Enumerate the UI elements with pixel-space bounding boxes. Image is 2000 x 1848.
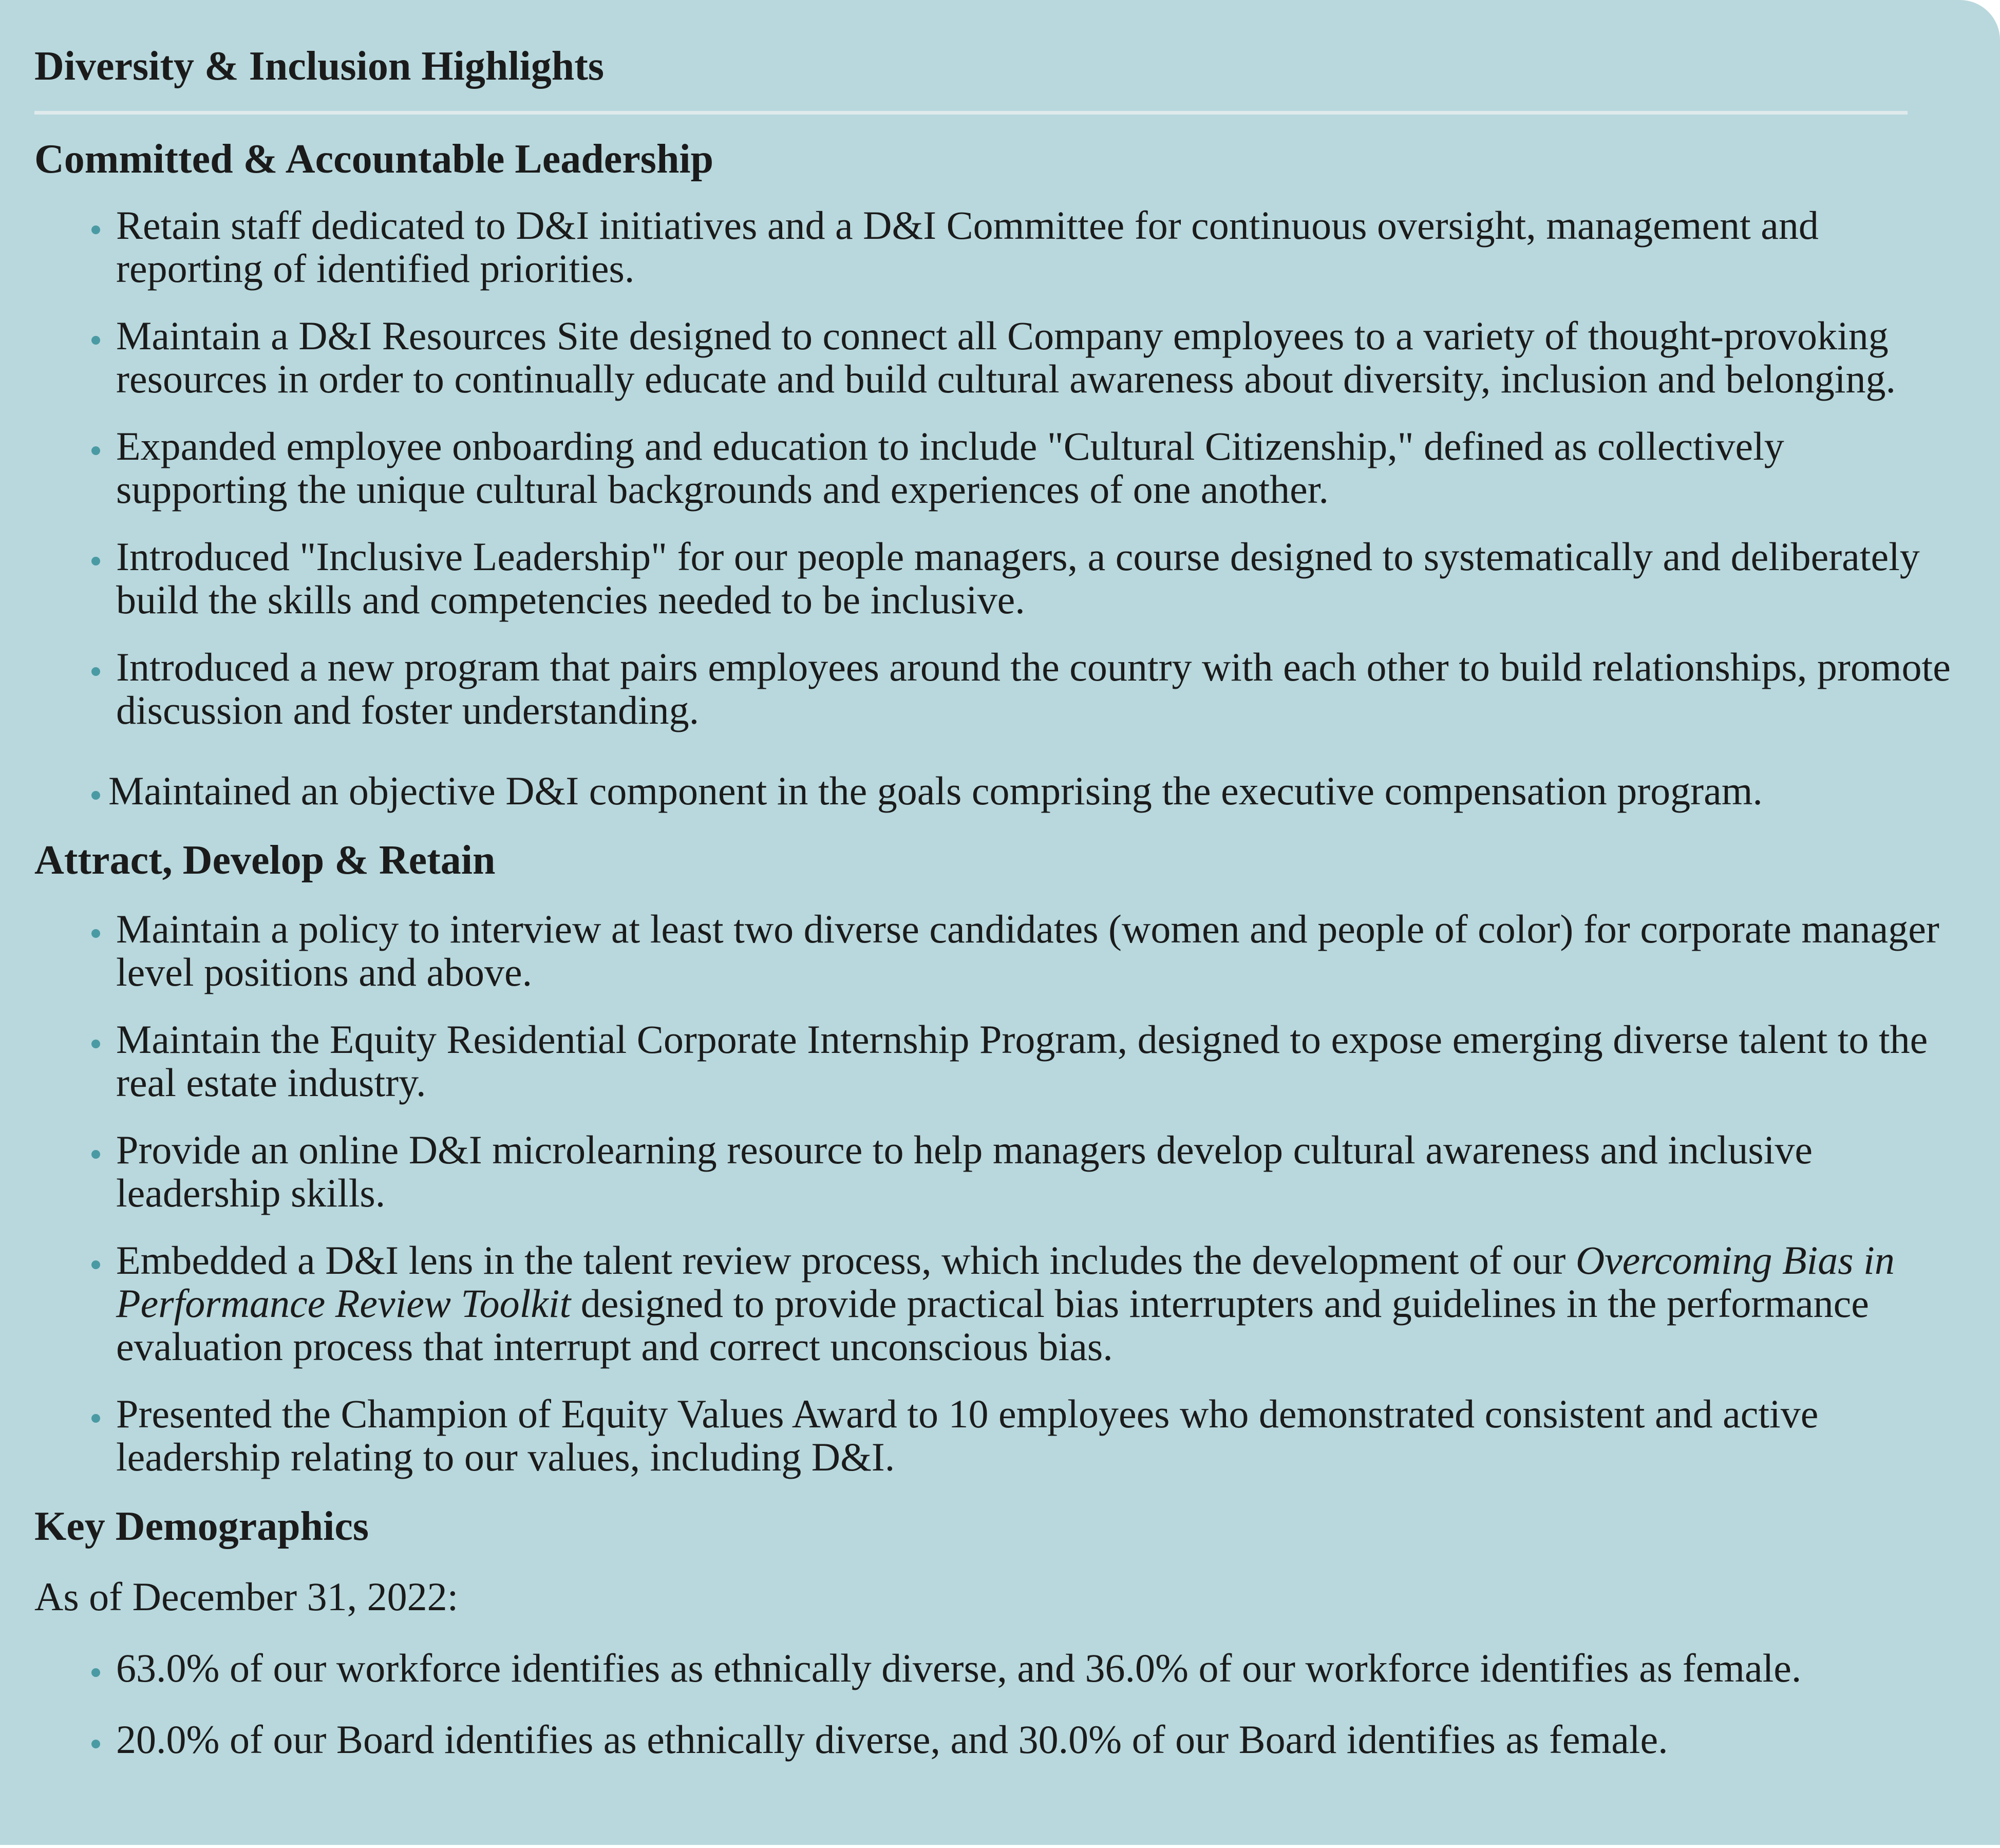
bullet-text-before: Embedded a D&I lens in the talent review process, which includes the development of our [116, 1238, 1576, 1283]
section-key-demographics [34, 1503, 2000, 1761]
section-attract-develop-retain [34, 837, 2000, 1479]
section-heading: Key Demographics [34, 1504, 369, 1549]
bullet-item [34, 1018, 1952, 1104]
bullet-list [34, 1647, 1952, 1761]
bullet-item [34, 1647, 1952, 1690]
bullet-text-after: designed to provide practical bias interrupters and guidelines in the performance evaluation process that interrupt and correct unconscious bias. [116, 1281, 1869, 1369]
section-heading: Attract, Develop & Retain [34, 838, 496, 883]
bullet-dot [91, 1150, 100, 1159]
bullet-dot [91, 1260, 100, 1269]
bullet-dot [91, 667, 100, 676]
bullet-text: Maintain a D&I Resources Site designed to connect all Company employees to a variety of thought-provoking resources in order to continually educate and build cultural awareness about diversity, inclusion and belonging. [116, 313, 1896, 401]
bullet-dot [91, 791, 100, 800]
bullet-item [34, 908, 1952, 994]
bullet-dot [91, 446, 100, 455]
bullet-item [34, 1239, 1952, 1368]
bullet-text: 20.0% of our Board identifies as ethnically diverse, and 30.0% of our Board identifies as female. [116, 1717, 1668, 1762]
bullet-dot [91, 1668, 100, 1677]
bullet-item [34, 535, 1952, 621]
bullet-text: Retain staff dedicated to D&I initiatives and a D&I Committee for continuous oversight, management and reporting of identified priorities. [116, 203, 1819, 291]
bullet-dot [91, 336, 100, 345]
bullet-text: Expanded employee onboarding and education to include "Cultural Citizenship," defined as collectively supporting the unique cultural backgrounds and experiences of one another. [116, 424, 1784, 512]
bullet-item [34, 425, 1952, 511]
title-divider [34, 111, 1908, 115]
bullet-text: Provide an online D&I microlearning resource to help managers develop cultural awareness and inclusive leadership skills. [116, 1127, 1813, 1215]
toolkit-title: Overcoming Bias in Performance Review Toolkit [116, 1238, 1895, 1326]
bullet-dot [91, 929, 100, 938]
section-heading: Committed & Accountable Leadership [34, 137, 714, 182]
bullet-item [34, 1392, 1952, 1479]
bullet-text: Maintain a policy to interview at least two diverse candidates (women and people of color) for corporate manager level positions and above. [116, 907, 1939, 994]
bullet-dot [91, 225, 100, 234]
demographics-date: As of December 31, 2022: [34, 1574, 459, 1619]
bullet-text: Presented the Champion of Equity Values Award to 10 employees who demonstrated consistent and active leadership relating to our values, including D&I. [116, 1391, 1819, 1479]
bullet-list [34, 204, 1952, 813]
bullet-dot [91, 1414, 100, 1423]
bullet-text: Maintain the Equity Residential Corporate Internship Program, designed to expose emerging diverse talent to the real estate industry. [116, 1017, 1928, 1105]
bullet-dot [91, 1040, 100, 1048]
bullet-text: Maintained an objective D&I component in the goals comprising the executive compensation program. [108, 768, 1763, 813]
bullet-text: 63.0% of our workforce identifies as ethnically diverse, and 36.0% of our workforce identifies as female. [116, 1646, 1802, 1690]
section-committed-leadership [34, 136, 2000, 813]
bullet-item [34, 769, 1952, 813]
bullet-item [34, 646, 1952, 732]
bullet-text: Introduced "Inclusive Leadership" for our people managers, a course designed to systematically and deliberately build the skills and competencies needed to be inclusive. [116, 534, 1920, 622]
bullet-item [34, 1128, 1952, 1215]
bullet-dot [91, 557, 100, 565]
panel-title: Diversity & Inclusion Highlights [34, 44, 605, 89]
bullet-dot [91, 1740, 100, 1748]
bullet-text: Introduced a new program that pairs employees around the country with each other to build relationships, promote discussion and foster understanding. [116, 645, 1951, 732]
bullet-list [34, 908, 1952, 1479]
bullet-item [34, 314, 1952, 401]
bullet-text [116, 1238, 1895, 1369]
bullet-item [34, 1718, 1952, 1761]
bullet-item [34, 204, 1952, 290]
